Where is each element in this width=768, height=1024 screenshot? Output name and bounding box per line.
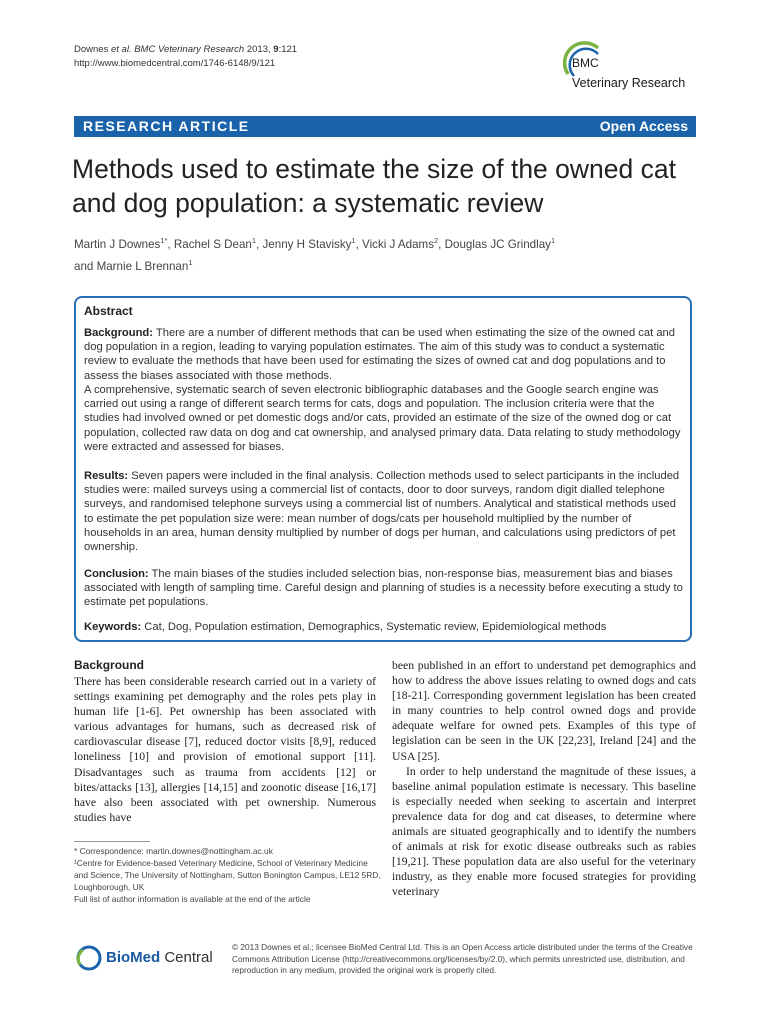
article-url[interactable]: http://www.biomedcentral.com/1746-6148/9/121 xyxy=(74,58,276,69)
author-name: Rachel S Dean xyxy=(173,237,252,251)
abstract-results-text: Seven papers were included in the final analysis. Collection methods used to select participants in the included studies were: mailed surveys using a commercial list of contacts, door to door surveys, random digit dialled telephone surveys, and randomised telephone surveys using a commercial list of numbers. Analytical and statistical methods used to estimate the pet population size were: mean number of dogs/cats per household multiplied by the number of households in an area, human density multiplied by number of dogs per human, and calculations using predictors of pet ownership. xyxy=(84,470,680,554)
abstract-background-text: There are a number of different methods that can be used when estimating the size of the owned cat and dog population in a region, leading to varying population estimates. The aim of this study was to conduct a systematic review to evaluate the methods that have been used for estimating the sizes of owned cat and dog populations and to assess the biases associated with those methods. xyxy=(84,327,675,382)
abstract-keywords xyxy=(84,620,688,634)
author-affiliation-mark: 1 xyxy=(550,236,556,245)
author-affiliation-mark: 1* xyxy=(160,236,168,245)
abstract-conclusion-text: The main biases of the studies included selection bias, non-response bias, measurement bias and biases associated with length of sampling time. Careful design and planning of studies is a necessity before executing a study to estimate pet populations. xyxy=(84,568,683,609)
correspondence-note[interactable]: * Correspondence: martin.downes@nottingham.ac.uk xyxy=(74,846,273,856)
footnote-divider xyxy=(74,841,150,842)
author-name: Vicki J Adams xyxy=(362,237,434,251)
biomed-wordmark-normal: Central xyxy=(160,949,213,966)
abstract-results xyxy=(84,469,688,554)
citation-volume: 9 xyxy=(273,44,279,55)
affiliation-note: ¹Centre for Evidence-based Veterinary Medicine, School of Veterinary Medicine and Science, The University of Nottingham, Sutton Bonington Campus, LE12 5RD, Loughborough, UK xyxy=(74,858,381,893)
author[interactable] xyxy=(263,238,356,251)
author[interactable] xyxy=(96,257,193,273)
license-text: © 2013 Downes et al.; licensee BioMed Central Ltd. This is an Open Access article distributed under the terms of the Creative Commons Attribution License (http://creativecommons.org/licenses/by/2.0), which permits unrestricted use, distribution, and reproduction in any medium, provided the original work is properly cited. xyxy=(232,942,693,976)
body-paragraph: In order to help understand the magnitude of these issues, a baseline animal population estimate is necessary. This baseline is especially needed when seeking to ascertain and interpret prevalence data for dog and cat diseases, to determine where animals are situated geographically and to identify the numbers of animals at risk for exotic disease outbreaks such as rabies [19,21]. These population data are also useful for the veterinary industry, as they enable more focused strategies for providing veterinary xyxy=(392,764,696,899)
authors-joiner: and xyxy=(74,259,97,273)
author-name: Douglas JC Grindlay xyxy=(444,237,551,251)
author-affiliation-mark: 1 xyxy=(351,236,356,245)
author[interactable] xyxy=(74,238,167,251)
author-name: Martin J Downes xyxy=(74,237,161,251)
abstract-conclusion-label: Conclusion: xyxy=(84,568,149,580)
logo-bmc-text: BMC xyxy=(572,56,599,70)
abstract-box xyxy=(74,296,692,642)
footnotes xyxy=(74,845,384,905)
citation-line xyxy=(74,43,297,57)
body-left-column: There has been considerable research carried out in a variety of settings examining pet demography and the roles pets play in human life [1-6]. Pet ownership has been associated with various advantages for humans, such as decreased risk of cardiovascular disease [7], reduced doctor visits [8,9], reduced loneliness [10] and provision of emotional support [11]. Disadvantages such as trauma from accidents [12] or bites/attacks [13], allergies [14,15] and zoonotic disease [16,17] have also been associated with pet ownership. Numerous studies have xyxy=(74,675,376,824)
abstract-keywords-label: Keywords: xyxy=(84,621,142,633)
abstract-results-label: Results: xyxy=(84,470,129,482)
author-info-note: Full list of author information is available at the end of the article xyxy=(74,894,311,905)
author[interactable] xyxy=(362,238,438,251)
citation-year: 2013, xyxy=(244,44,274,55)
biomed-central-wordmark xyxy=(106,949,213,966)
author-affiliation-mark: 1 xyxy=(188,257,193,267)
citation-header xyxy=(74,43,297,71)
abstract-keywords-text: Cat, Dog, Population estimation, Demographics, Systematic review, Epidemiological methods xyxy=(141,621,607,633)
author-name: Marnie L Brennan xyxy=(96,259,189,273)
author[interactable] xyxy=(174,238,256,251)
author-list: Martin J Downes$^{1*}$, Rachel S Dean$^1$, Jenny H Stavisky$^1$, Vicki J Adams$^2$, Douglas JC Grindlay$^1$ and Marnie L Brennan$^1$ xyxy=(74,236,556,273)
author-affiliation-mark: 1 xyxy=(251,236,257,245)
author[interactable] xyxy=(445,238,556,251)
abstract-methods: A comprehensive, systematic search of seven electronic bibliographic databases and the Google search engine was carried out using a range of different search terms for cats, dogs and population. The inclusion criteria were that the studies had involved owned or pet domestic dogs and/or cats, provided an estimate of the size of the owned dog or cat population, collected raw data on dog and cat ownership, and analysed primary data. Data relating to study methodology were extracted and assessed for biases. xyxy=(84,384,681,453)
logo-journal-name: Veterinary Research xyxy=(572,76,686,90)
body-right-column xyxy=(392,658,696,900)
biomed-wordmark-bold: BioMed xyxy=(106,949,161,966)
article-type-banner xyxy=(74,116,696,137)
citation-journal: et al. BMC Veterinary Research xyxy=(110,44,245,55)
open-access-label: Open Access xyxy=(599,118,688,134)
author-affiliation-mark: 2 xyxy=(434,236,439,245)
biomed-central-logo xyxy=(74,940,224,976)
article-title: Methods used to estimate the size of the owned cat and dog population: a systematic review xyxy=(72,154,676,218)
section-heading-background: Background xyxy=(74,658,145,672)
author-name: Jenny H Stavisky xyxy=(262,237,352,251)
biomed-central-circle-icon xyxy=(74,943,104,973)
body-paragraph: been published in an effort to understand pet demographics and how to address the above issues relating to owned dogs and cats [18-21]. Corresponding government legislation has been created in many countries to help control owned dogs and provide adequate welfare for owned pets. Examples of this type of legislation can be seen in the UK [22,23], Ireland [24] and the USA [25]. xyxy=(392,659,696,763)
abstract-background-label: Background: xyxy=(84,327,153,339)
citation-authors: Downes xyxy=(74,44,111,55)
abstract-background xyxy=(84,326,688,383)
citation-article: :121 xyxy=(278,44,298,55)
article-type-label: RESEARCH ARTICLE xyxy=(83,118,250,134)
abstract-heading: Abstract xyxy=(84,304,133,318)
journal-logo xyxy=(550,40,700,100)
abstract-conclusion xyxy=(84,567,688,610)
